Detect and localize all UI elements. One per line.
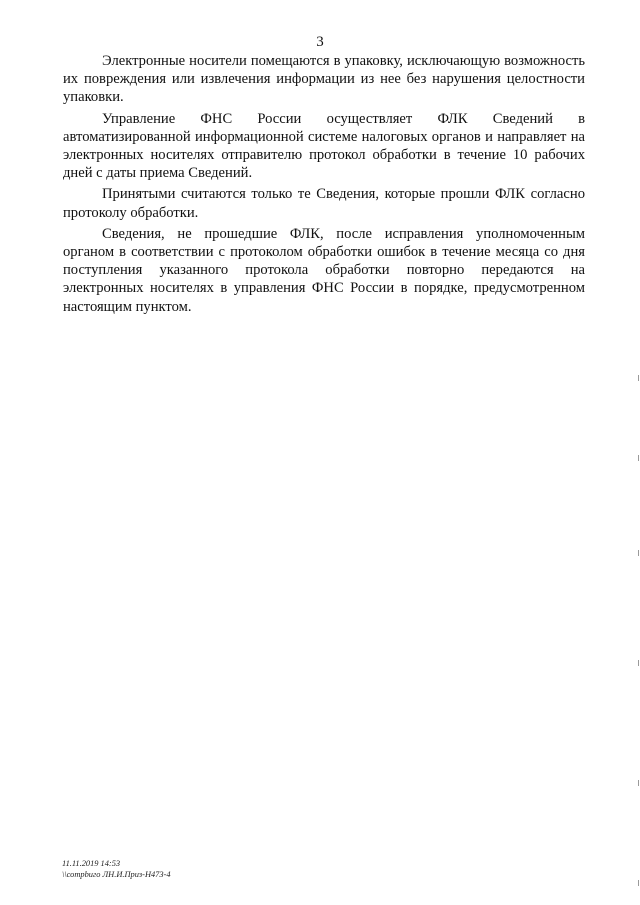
footer-timestamp: 11.11.2019 14:53 <box>62 859 121 868</box>
paragraph: Сведения, не прошедшие ФЛК, после исправления уполномоченным органом в соответствии с протоколом обработки ошибок в течение месяца со дня поступления указанного протокола обработки повторно передаются на электронных носителях в управления ФНС России в порядке, предусмотренном настоящим пунктом. <box>63 225 585 315</box>
document-footer <box>62 858 171 880</box>
paragraph: Электронные носители помещаются в упаковку, исключающую возможность их повреждения или извлечения информации из нее без нарушения целостности упаковки. <box>63 53 585 106</box>
paragraph: Принятыми считаются только те Сведения, которые прошли ФЛК согласно протоколу обработки. <box>63 186 585 221</box>
page-number: 3 <box>316 34 324 50</box>
document-body <box>63 52 585 319</box>
footer-file-path: \\сотрbиго ЛН.И.Приз-Н473-4 <box>62 870 171 879</box>
paragraph: Управление ФНС России осуществляет ФЛК Сведений в автоматизированной информационной системе налоговых органов и направляет на электронных носителях отправителю протокол обработки в течение 10 рабочих дней с даты приема Сведений. <box>63 110 585 182</box>
scan-edge-marks <box>636 360 640 905</box>
